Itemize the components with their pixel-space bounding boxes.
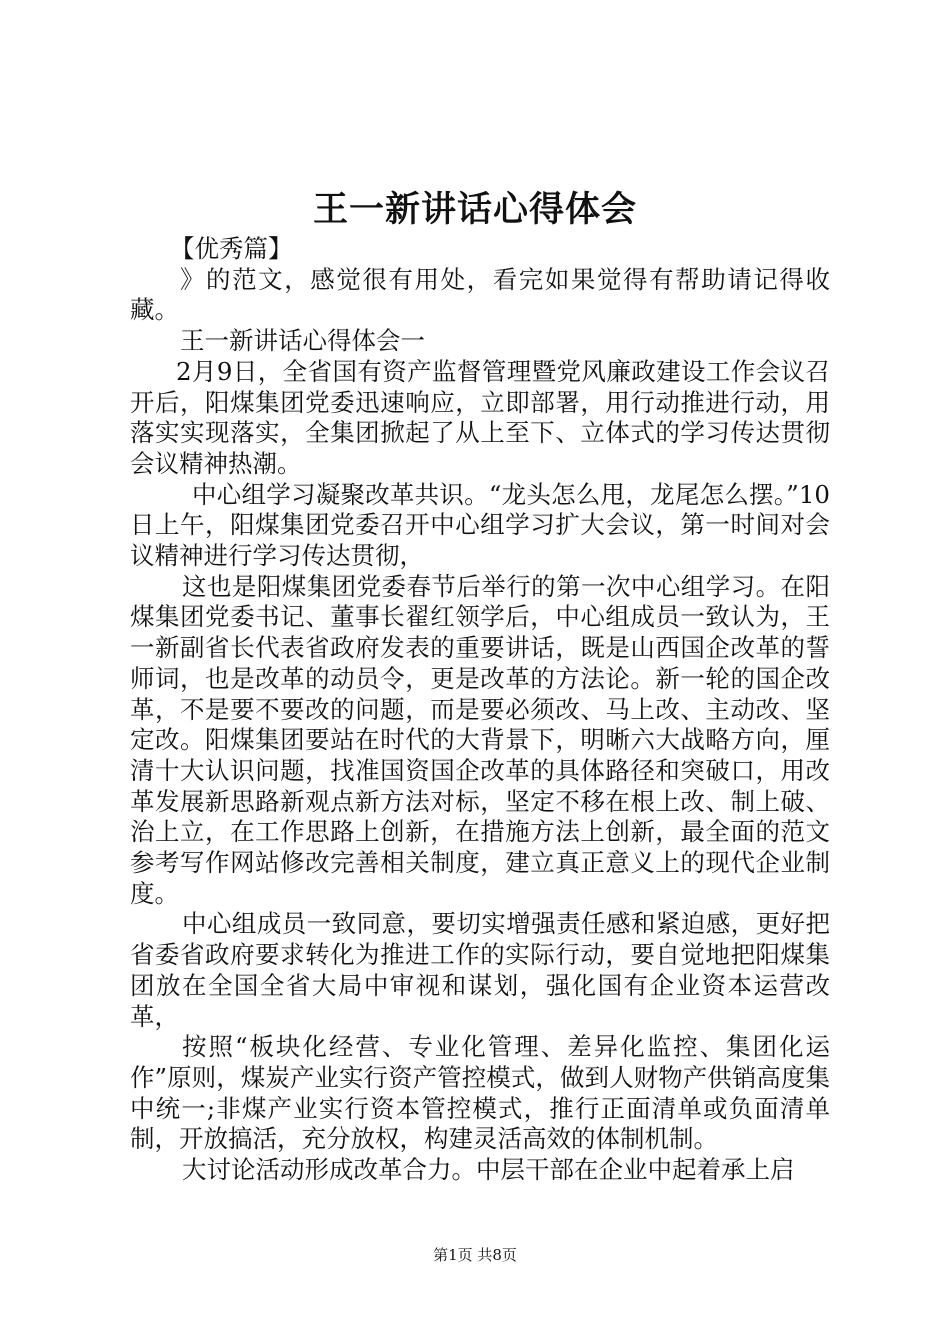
section-subtitle: 王一新讲话心得体会一 <box>180 326 425 356</box>
body-paragraph: 中心组成员一致同意，要切实增强责任感和紧迫感，更好把省委省政府要求转化为推进工作的实际行动，要自觉地把阳煤集团放在全国全省大局中审视和谋划，强化国有企业资本运营改革， <box>130 909 830 1031</box>
category-tag: 【优秀篇】 <box>170 234 293 263</box>
body-paragraph: 这也是阳煤集团党委春节后举行的第一次中心组学习。在阳煤集团党委书记、董事长翟红领学后，中心组成员一致认为，王一新副省长代表省政府发表的重要讲话，既是山西国企改革的誓师词，也是改革的动员令，更是改革的方法论。新一轮的国企改革，不是要不要改的问题，而是要必须改、马上改、主动改、坚定改。阳煤集团要站在时代的大背景下，明晰六大战略方向，厘清十大认识问题，找准国资国企改革的具体路径和突破口，用改革发展新思路新观点新方法对标，坚定不移在根上改、制上破、治上立，在工作思路上创新，在措施方法上创新，最全面的范文参考写作网站修改完善相关制度，建立真正意义上的现代企业制度。 <box>130 571 830 908</box>
body-paragraph: 2月9日，全省国有资产监督管理暨党风廉政建设工作会议召开后，阳煤集团党委迅速响应，立即部署，用行动推进行动，用落实实现落实，全集团掀起了从上至下、立体式的学习传达贯彻会议精神热潮。 <box>130 356 830 478</box>
document-title: 王一新讲话心得体会 <box>312 189 637 230</box>
document-body <box>130 234 830 1186</box>
body-paragraph: 》的范文，感觉很有用处，看完如果觉得有帮助请记得收藏。 <box>130 264 830 325</box>
body-paragraph: 大讨论活动形成改革合力。中层干部在企业中起着承上启 <box>182 1155 795 1185</box>
body-paragraph: 中心组学习凝聚改革共识。“龙头怎么甩，龙尾怎么摆。”10日上午，阳煤集团党委召开中心组学习扩大会议，第一时间对会议精神进行学习传达贯彻， <box>130 479 830 571</box>
page-number: 第1页 共8页 <box>433 1246 517 1264</box>
body-paragraph: 按照“板块化经营、专业化管理、差异化监控、集团化运作”原则，煤炭产业实行资产管控模式，做到人财物产供销高度集中统一;非煤产业实行资本管控模式，推行正面清单或负面清单制，开放搞活，充分放权，构建灵活高效的体制机制。 <box>130 1032 830 1154</box>
